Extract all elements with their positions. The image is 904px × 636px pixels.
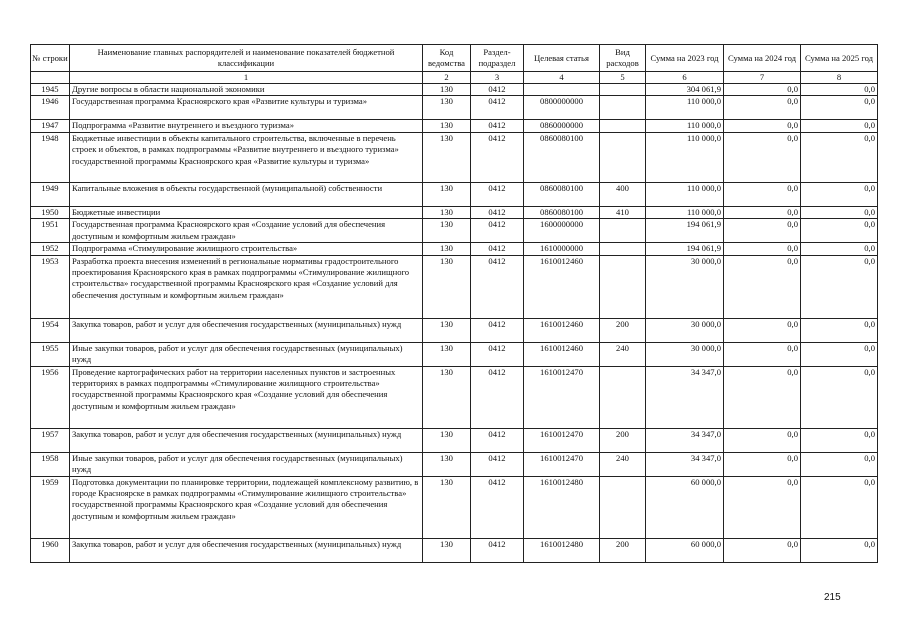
- budget-table: [30, 44, 878, 563]
- cell-cs: 1610012460: [524, 318, 600, 342]
- cell-s2023: 30 000,0: [646, 342, 724, 366]
- column-number: 8: [801, 72, 878, 84]
- cell-s2023: 60 000,0: [646, 538, 724, 562]
- cell-ved: 130: [423, 120, 471, 132]
- col-header-name: Наименование главных распорядителей и наименование показателей бюджетной классификации: [70, 45, 423, 72]
- cell-s2025: 0,0: [801, 132, 878, 182]
- cell-num: 1948: [31, 132, 70, 182]
- cell-razdel: 0412: [471, 182, 524, 206]
- cell-name: Бюджетные инвестиции: [70, 206, 423, 218]
- cell-s2023: 30 000,0: [646, 318, 724, 342]
- cell-s2025: 0,0: [801, 219, 878, 243]
- cell-name: Иные закупки товаров, работ и услуг для обеспечения государственных (муниципальных) нужд: [70, 342, 423, 366]
- cell-name: Подготовка документации по планировке территории, подлежащей комплексному развитию, в городе Красноярске в рамках подпрограммы «Стимулирование жилищного строительства» государственной программы Красноярского края «Создание условий для обеспечения доступным и комфортным жильем граждан»: [70, 476, 423, 538]
- column-number: [31, 72, 70, 84]
- cell-s2025: 0,0: [801, 428, 878, 452]
- cell-s2024: 0,0: [724, 120, 801, 132]
- cell-name: Подпрограмма «Развитие внутреннего и въездного туризма»: [70, 120, 423, 132]
- table-row: [31, 182, 878, 206]
- cell-name: Другие вопросы в области национальной экономики: [70, 84, 423, 96]
- cell-s2024: 0,0: [724, 538, 801, 562]
- column-number: 2: [423, 72, 471, 84]
- cell-s2023: 194 061,9: [646, 219, 724, 243]
- cell-s2023: 60 000,0: [646, 476, 724, 538]
- cell-s2023: 34 347,0: [646, 366, 724, 428]
- cell-num: 1953: [31, 255, 70, 318]
- cell-s2024: 0,0: [724, 132, 801, 182]
- cell-ved: 130: [423, 84, 471, 96]
- cell-num: 1951: [31, 219, 70, 243]
- cell-s2024: 0,0: [724, 206, 801, 218]
- table-body: [31, 84, 878, 563]
- cell-cs: 0860080100: [524, 132, 600, 182]
- column-number: 4: [524, 72, 600, 84]
- cell-s2024: 0,0: [724, 243, 801, 255]
- cell-num: 1957: [31, 428, 70, 452]
- cell-cs: 1610000000: [524, 243, 600, 255]
- cell-s2023: 30 000,0: [646, 255, 724, 318]
- cell-s2024: 0,0: [724, 84, 801, 96]
- cell-vr: [600, 84, 646, 96]
- cell-s2025: 0,0: [801, 255, 878, 318]
- cell-name: Иные закупки товаров, работ и услуг для обеспечения государственных (муниципальных) нужд: [70, 452, 423, 476]
- cell-cs: 1610012470: [524, 366, 600, 428]
- cell-name: Капитальные вложения в объекты государственной (муниципальной) собственности: [70, 182, 423, 206]
- cell-num: 1947: [31, 120, 70, 132]
- cell-s2023: 110 000,0: [646, 206, 724, 218]
- table-row: [31, 342, 878, 366]
- cell-cs: 0860080100: [524, 182, 600, 206]
- column-number: 3: [471, 72, 524, 84]
- table-row: [31, 538, 878, 562]
- table-row: [31, 476, 878, 538]
- cell-vr: [600, 366, 646, 428]
- cell-num: 1960: [31, 538, 70, 562]
- cell-razdel: 0412: [471, 366, 524, 428]
- col-header-s2023: Сумма на 2023 год: [646, 45, 724, 72]
- cell-name: Государственная программа Красноярского края «Развитие культуры и туризма»: [70, 96, 423, 120]
- cell-num: 1952: [31, 243, 70, 255]
- cell-ved: 130: [423, 182, 471, 206]
- cell-ved: 130: [423, 96, 471, 120]
- cell-s2023: 34 347,0: [646, 428, 724, 452]
- cell-s2025: 0,0: [801, 243, 878, 255]
- cell-ved: 130: [423, 342, 471, 366]
- cell-s2025: 0,0: [801, 84, 878, 96]
- col-header-vr: Вид расходов: [600, 45, 646, 72]
- cell-s2023: 110 000,0: [646, 120, 724, 132]
- cell-vr: 400: [600, 182, 646, 206]
- column-number: 1: [70, 72, 423, 84]
- cell-s2024: 0,0: [724, 96, 801, 120]
- column-number: 6: [646, 72, 724, 84]
- cell-num: 1959: [31, 476, 70, 538]
- cell-num: 1945: [31, 84, 70, 96]
- cell-num: 1955: [31, 342, 70, 366]
- cell-s2023: 110 000,0: [646, 132, 724, 182]
- table-row: [31, 120, 878, 132]
- cell-s2024: 0,0: [724, 219, 801, 243]
- cell-razdel: 0412: [471, 96, 524, 120]
- cell-s2024: 0,0: [724, 318, 801, 342]
- cell-name: Закупка товаров, работ и услуг для обеспечения государственных (муниципальных) нужд: [70, 318, 423, 342]
- cell-ved: 130: [423, 255, 471, 318]
- cell-razdel: 0412: [471, 538, 524, 562]
- table-row: [31, 318, 878, 342]
- table-row: [31, 132, 878, 182]
- table-row: [31, 206, 878, 218]
- cell-cs: 1610012460: [524, 342, 600, 366]
- cell-num: 1950: [31, 206, 70, 218]
- cell-s2025: 0,0: [801, 182, 878, 206]
- cell-s2024: 0,0: [724, 452, 801, 476]
- cell-s2023: 110 000,0: [646, 182, 724, 206]
- cell-s2024: 0,0: [724, 182, 801, 206]
- cell-s2025: 0,0: [801, 96, 878, 120]
- cell-s2025: 0,0: [801, 120, 878, 132]
- cell-s2023: 304 061,9: [646, 84, 724, 96]
- cell-razdel: 0412: [471, 342, 524, 366]
- col-header-ved: Код ведомства: [423, 45, 471, 72]
- cell-ved: 130: [423, 219, 471, 243]
- table-row: [31, 255, 878, 318]
- cell-cs: 0860080100: [524, 206, 600, 218]
- cell-s2025: 0,0: [801, 318, 878, 342]
- cell-ved: 130: [423, 538, 471, 562]
- cell-ved: 130: [423, 476, 471, 538]
- header-row: [31, 45, 878, 72]
- cell-ved: 130: [423, 452, 471, 476]
- cell-s2024: 0,0: [724, 476, 801, 538]
- cell-vr: 200: [600, 538, 646, 562]
- page-number: 215: [824, 592, 841, 603]
- cell-razdel: 0412: [471, 120, 524, 132]
- cell-s2025: 0,0: [801, 366, 878, 428]
- cell-name: Закупка товаров, работ и услуг для обеспечения государственных (муниципальных) нужд: [70, 538, 423, 562]
- cell-vr: 240: [600, 452, 646, 476]
- cell-s2023: 110 000,0: [646, 96, 724, 120]
- column-number: 5: [600, 72, 646, 84]
- table-row: [31, 219, 878, 243]
- cell-cs: 1610012470: [524, 428, 600, 452]
- column-number-row: [31, 72, 878, 84]
- cell-s2025: 0,0: [801, 538, 878, 562]
- cell-razdel: 0412: [471, 243, 524, 255]
- table-row: [31, 84, 878, 96]
- cell-s2023: 194 061,9: [646, 243, 724, 255]
- table-row: [31, 243, 878, 255]
- cell-cs: 1610012470: [524, 452, 600, 476]
- cell-cs: 0800000000: [524, 96, 600, 120]
- cell-vr: [600, 243, 646, 255]
- table-row: [31, 428, 878, 452]
- table-row: [31, 366, 878, 428]
- cell-s2025: 0,0: [801, 206, 878, 218]
- cell-name: Подпрограмма «Стимулирование жилищного строительства»: [70, 243, 423, 255]
- cell-num: 1949: [31, 182, 70, 206]
- cell-name: Бюджетные инвестиции в объекты капитального строительства, включенные в перечень строек и объектов, в рамках подпрограммы «Развитие внутреннего и въездного туризма» государственной программы Красноярского края «Развитие культуры и туризма»: [70, 132, 423, 182]
- cell-vr: 410: [600, 206, 646, 218]
- cell-s2024: 0,0: [724, 366, 801, 428]
- cell-num: 1946: [31, 96, 70, 120]
- cell-cs: [524, 84, 600, 96]
- cell-vr: [600, 219, 646, 243]
- cell-cs: 1610012460: [524, 255, 600, 318]
- cell-vr: [600, 255, 646, 318]
- cell-vr: 240: [600, 342, 646, 366]
- cell-ved: 130: [423, 132, 471, 182]
- cell-s2023: 34 347,0: [646, 452, 724, 476]
- cell-num: 1954: [31, 318, 70, 342]
- cell-s2024: 0,0: [724, 342, 801, 366]
- cell-name: Проведение картографических работ на территории населенных пунктов и застроенных территориях в рамках подпрограммы «Стимулирование жилищного строительства» государственной программы Красноярского края «Создание условий для обеспечения доступным и комфортным жильем граждан»: [70, 366, 423, 428]
- cell-razdel: 0412: [471, 219, 524, 243]
- cell-vr: [600, 96, 646, 120]
- col-header-num: № строки: [31, 45, 70, 72]
- cell-razdel: 0412: [471, 318, 524, 342]
- col-header-cs: Целевая статья: [524, 45, 600, 72]
- cell-name: Разработка проекта внесения изменений в региональные нормативы градостроительного проектирования Красноярского края в рамках подпрограммы «Стимулирование жилищного строительства» государственной программы Красноярского края «Создание условий для обеспечения доступным и комфортным жильем граждан»: [70, 255, 423, 318]
- cell-s2025: 0,0: [801, 342, 878, 366]
- cell-s2025: 0,0: [801, 476, 878, 538]
- cell-vr: [600, 132, 646, 182]
- cell-ved: 130: [423, 366, 471, 428]
- cell-vr: 200: [600, 318, 646, 342]
- cell-cs: 1610012480: [524, 538, 600, 562]
- cell-razdel: 0412: [471, 452, 524, 476]
- cell-razdel: 0412: [471, 206, 524, 218]
- cell-razdel: 0412: [471, 255, 524, 318]
- cell-vr: 200: [600, 428, 646, 452]
- cell-vr: [600, 120, 646, 132]
- cell-num: 1958: [31, 452, 70, 476]
- col-header-razdel: Раздел-подраздел: [471, 45, 524, 72]
- cell-vr: [600, 476, 646, 538]
- cell-name: Закупка товаров, работ и услуг для обеспечения государственных (муниципальных) нужд: [70, 428, 423, 452]
- cell-ved: 130: [423, 428, 471, 452]
- cell-cs: 1600000000: [524, 219, 600, 243]
- col-header-s2024: Сумма на 2024 год: [724, 45, 801, 72]
- cell-s2024: 0,0: [724, 255, 801, 318]
- cell-razdel: 0412: [471, 84, 524, 96]
- column-number: 7: [724, 72, 801, 84]
- cell-razdel: 0412: [471, 428, 524, 452]
- cell-ved: 130: [423, 206, 471, 218]
- cell-name: Государственная программа Красноярского края «Создание условий для обеспечения доступным и комфортным жильем граждан»: [70, 219, 423, 243]
- col-header-s2025: Сумма на 2025 год: [801, 45, 878, 72]
- cell-razdel: 0412: [471, 132, 524, 182]
- cell-s2024: 0,0: [724, 428, 801, 452]
- cell-cs: 1610012480: [524, 476, 600, 538]
- cell-razdel: 0412: [471, 476, 524, 538]
- cell-ved: 130: [423, 243, 471, 255]
- cell-ved: 130: [423, 318, 471, 342]
- table-row: [31, 452, 878, 476]
- table-row: [31, 96, 878, 120]
- cell-cs: 0860000000: [524, 120, 600, 132]
- cell-num: 1956: [31, 366, 70, 428]
- cell-s2025: 0,0: [801, 452, 878, 476]
